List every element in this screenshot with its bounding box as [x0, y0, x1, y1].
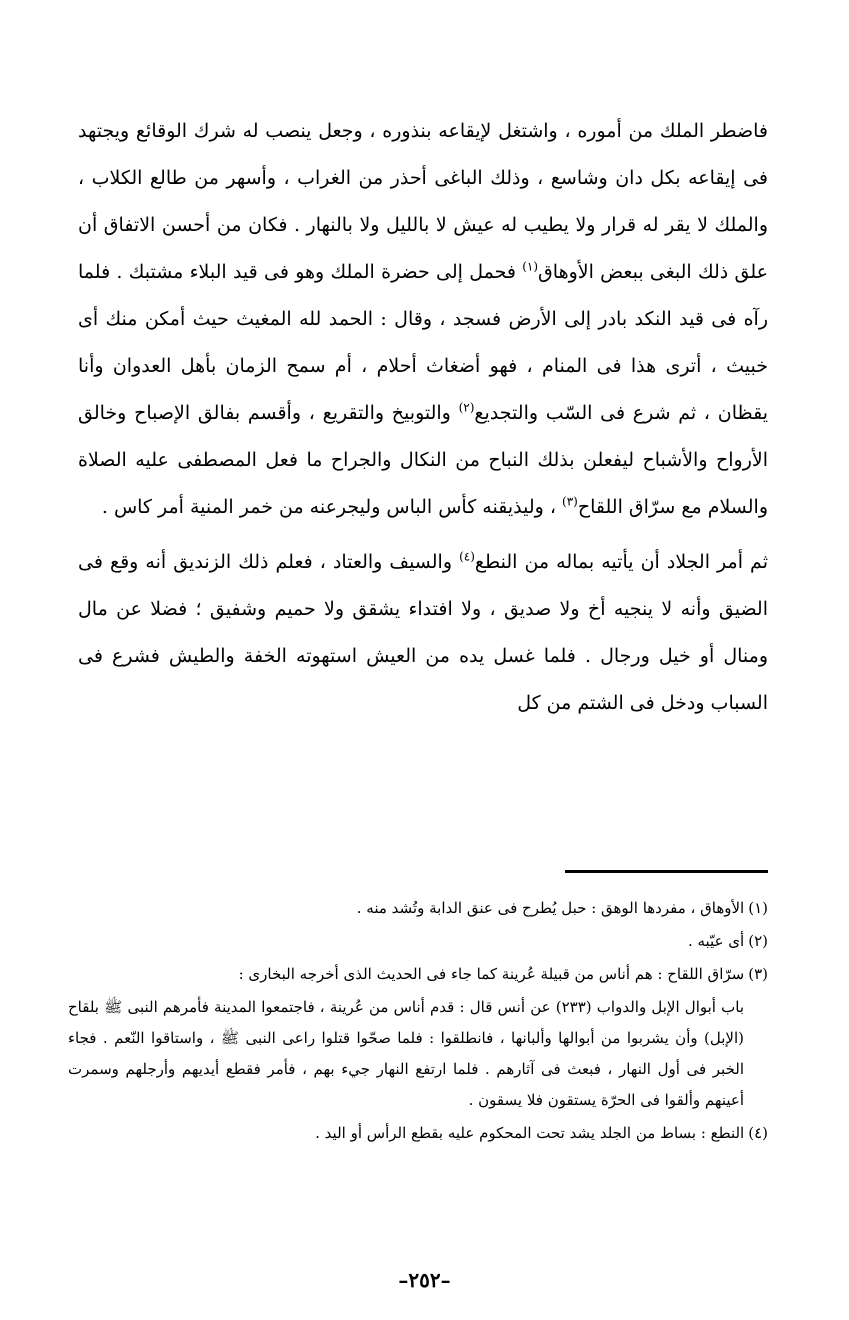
footnote-text: سرّاق اللقاح : هم أناس من قبيلة عُرينة كما جاء فى الحديث الذى أخرجه البخارى :: [238, 965, 745, 983]
footnote-number: (١): [748, 899, 768, 917]
paragraph-2: [78, 539, 768, 727]
paragraph-1: [78, 108, 768, 531]
footnote-ref-4: (٤): [459, 549, 475, 564]
footnote-text: النطع : بساط من الجلد يشد تحت المحكوم عليه بقطع الرأس أو اليد .: [315, 1124, 745, 1142]
footnote-1: [68, 893, 768, 924]
paragraph-2-part-b: والسيف والعتاد ، فعلم ذلك الزنديق أنه وقع فى الضيق وأنه لا ينجيه أخ ولا صديق ، ولا افتداء يشقق ولا حميم وشفيق ؛ فضلا عن مال ومنال أو خيل ورجال . فلما غسل يده من العيش استهوته الخفة والطيش فشرع فى السباب ودخل فى الشتم من كل: [78, 551, 768, 714]
paragraph-1-part-b: فحمل إلى حضرة الملك وهو فى قيد البلاء مشتبك . فلما رآه فى قيد النكد بادر إلى الأرض فسجد ، وقال : الحمد لله المغيث حيث أمكن منك أى خبيث ، أترى هذا فى المنام ، فهو أضغاث أحلام ، أم سمح الزمان بأهل العدوان وأنا يقظان ، ثم شرع فى السّب والتجديع: [78, 261, 769, 424]
footnote-number: (٢): [748, 932, 768, 950]
footnote-number: (٣): [748, 965, 768, 983]
page-number: –٢٥٢–: [398, 1268, 451, 1292]
footnote-ref-1: (١): [522, 259, 539, 274]
main-text: [78, 108, 768, 727]
footnotes: [68, 893, 768, 1151]
paragraph-1-part-a: فاضطر الملك من أموره ، واشتغل لإيقاعه بنذوره ، وجعل ينصب له شرك الوقائع ويجتهد فى إيقاعه بكل دان وشاسع ، وذلك الباغى أحذر من الغراب ، وأسهر من طالع الكلاب ، والملك لا يقر له قرار ولا يطيب له عيش لا بالليل ولا بالنهار . فكان من أحسن الاتفاق أن علق ذلك البغى ببعض الأوهاق: [78, 120, 768, 283]
paragraph-1-part-c: والتوبيخ والتقريع ، وأقسم بفالق الإصباح وخالق الأرواح والأشباح ليفعلن بذلك النباح من النكال والجراح ما فعل المصطفى عليه الصلاة والسلام مع سرّاق اللقاح: [78, 402, 768, 518]
paragraph-2-part-a: ثم أمر الجلاد أن يأتيه بماله من النطع: [474, 551, 768, 573]
footnote-text: أى عيّبه .: [687, 932, 745, 950]
paragraph-1-part-d: ، وليذيقنه كأس الباس وليجرعنه من خمر المنية أمر كاس .: [101, 496, 563, 518]
footnote-separator: [565, 870, 768, 873]
footnote-3: [68, 959, 768, 990]
footnote-3-continuation: باب أبوال الإبل والدواب (٢٣٣) عن أنس قال : قدم أناس من عُرينة ، فاجتمعوا المدينة فأمرهم النبى ﷺ بلقاح (الإبل) وأن يشربوا من أبوالها وألبانها ، فانطلقوا : فلما صحّوا قتلوا راعى النبى ﷺ ، واستاقوا النّعم . فجاء الخبر فى أول النهار ، فبعث فى آثارهم . فلما ارتفع النهار جيء بهم ، فأمر فقطع أيديهم وأرجلهم وسمرت أعينهم وألقوا فى الحرّة يستقون فلا يسقون .: [68, 998, 744, 1109]
footnote-number: (٤): [748, 1124, 768, 1142]
footnote-ref-3: (٣): [562, 494, 578, 509]
footnote-text: الأوهاق ، مفردها الوهق : حبل يُطرح فى عنق الدابة وتُشد منه .: [356, 899, 745, 917]
footnote-ref-2: (٢): [458, 400, 475, 415]
footnote-4: [68, 1118, 768, 1149]
footnote-2: [68, 926, 768, 957]
